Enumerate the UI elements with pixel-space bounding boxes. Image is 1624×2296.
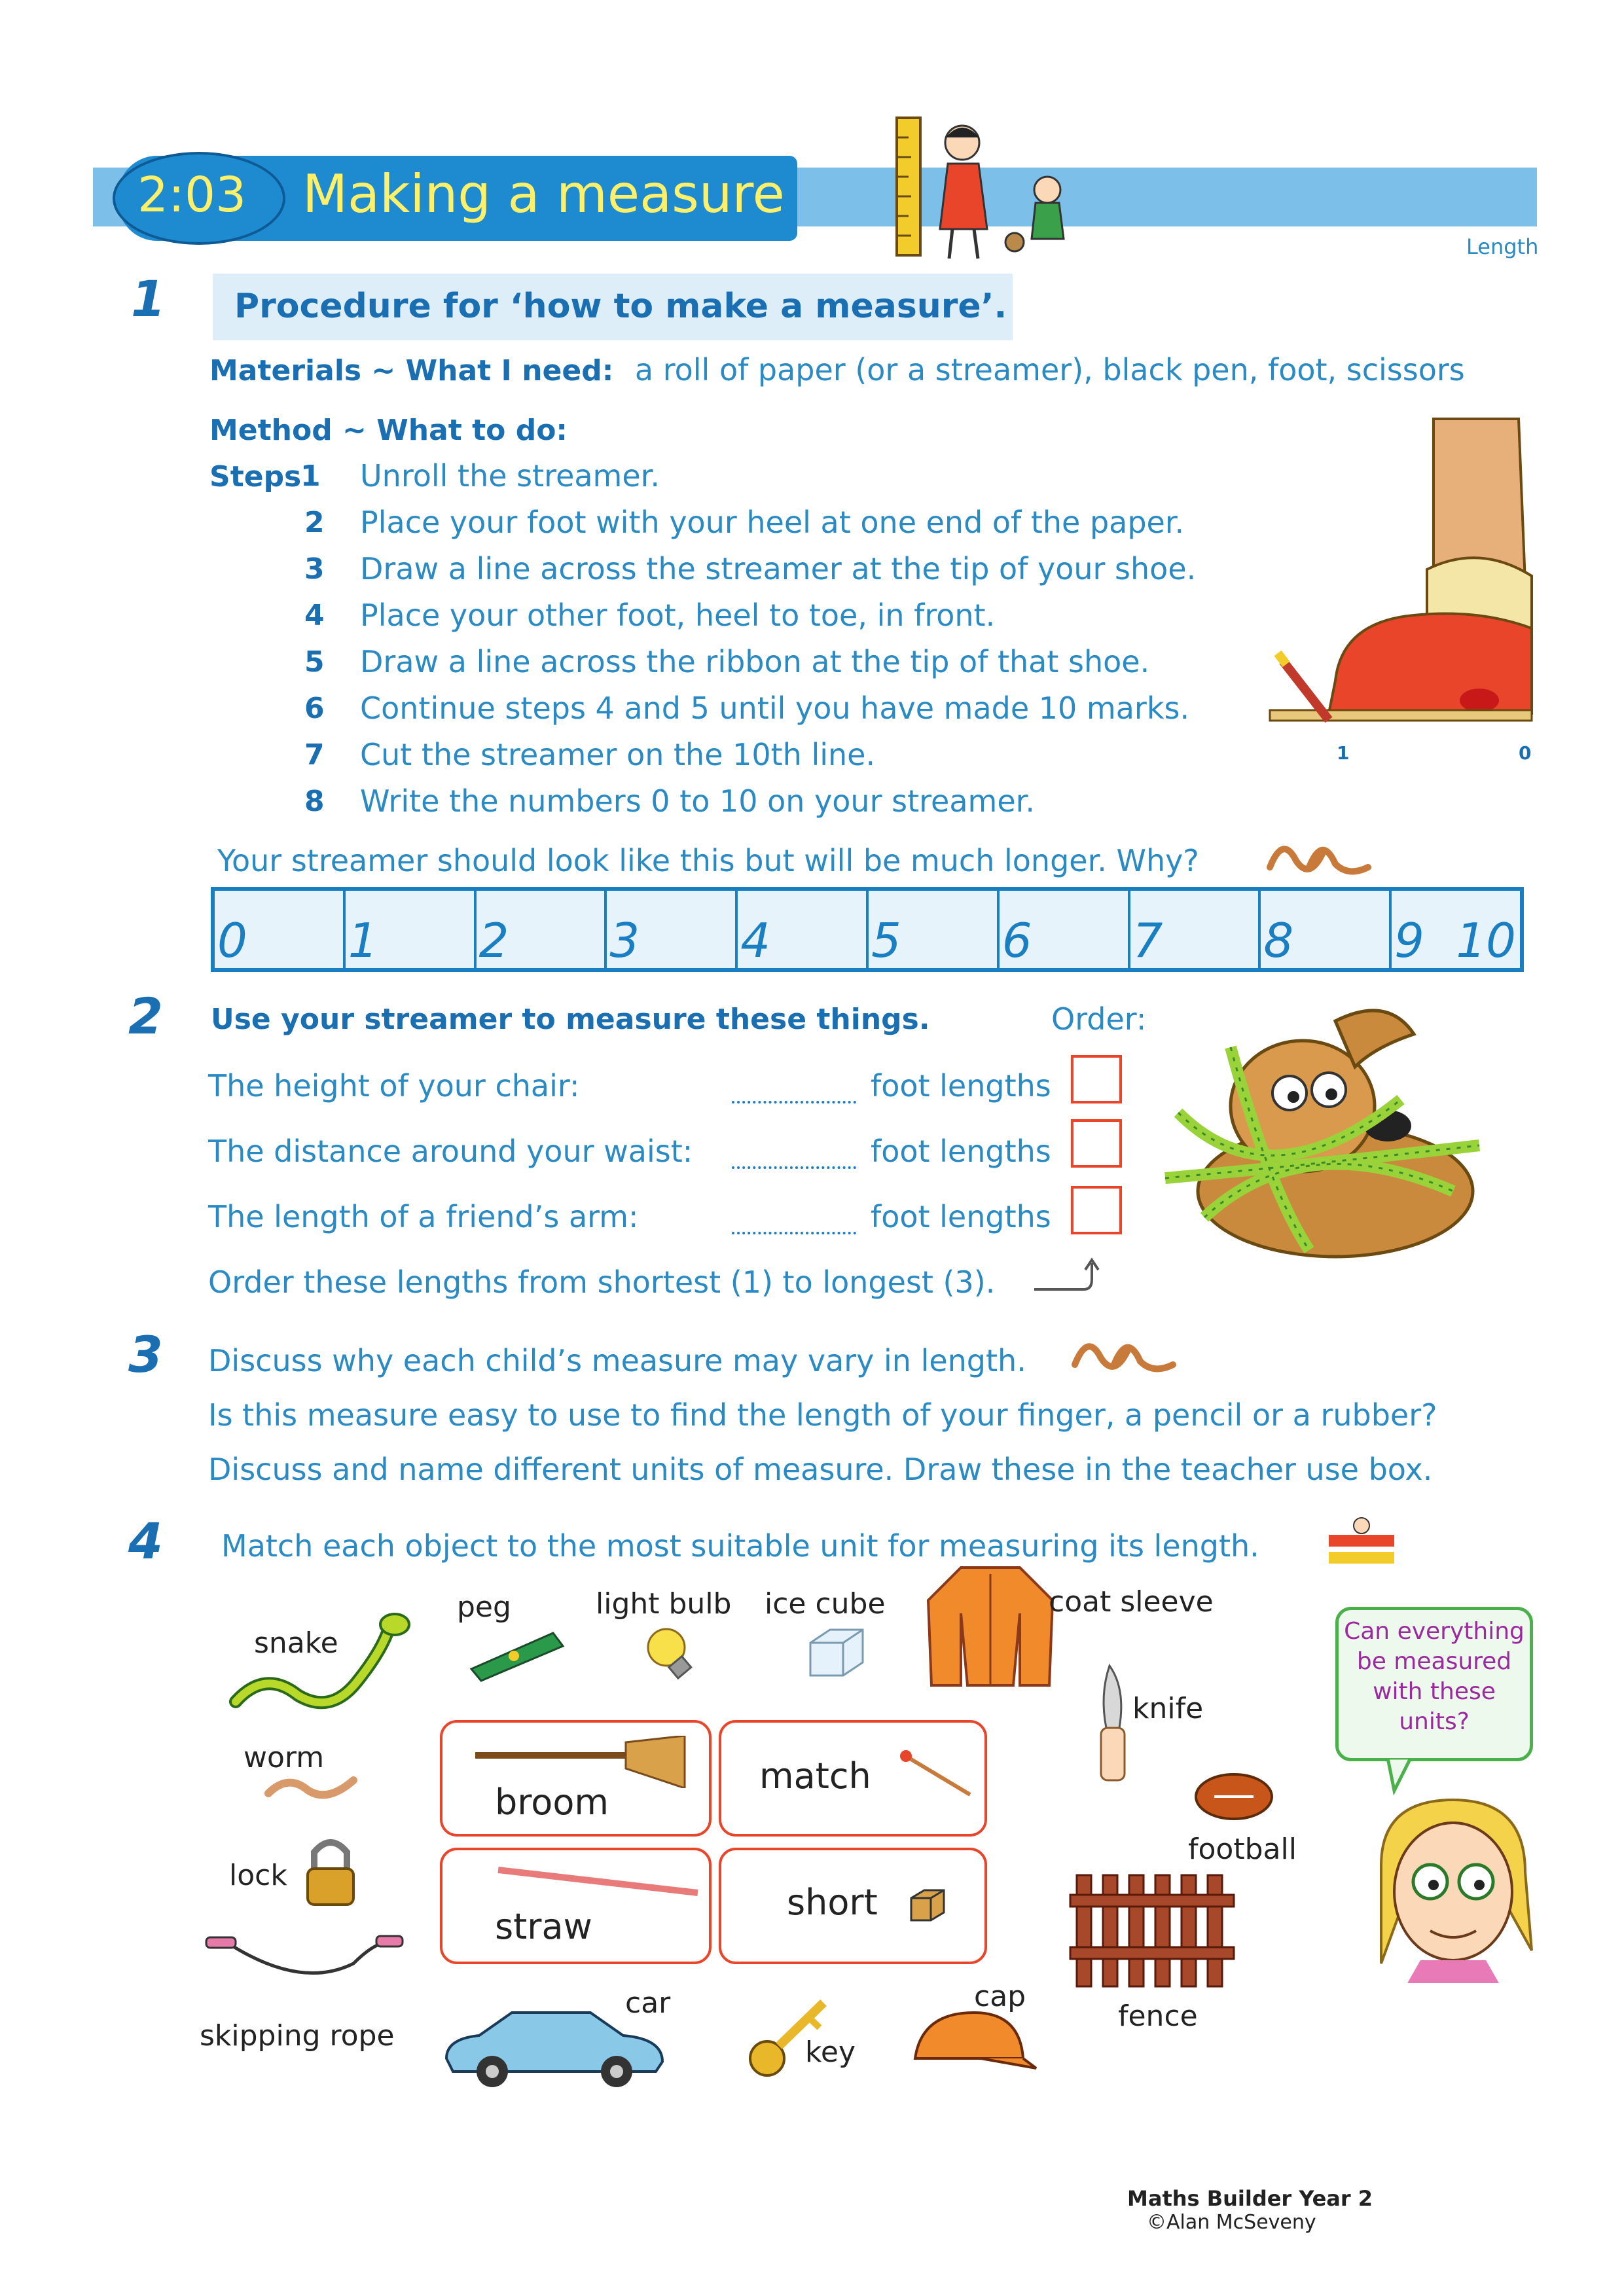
question-number-2: 2 xyxy=(128,987,163,1045)
unit-foot-lengths: foot lengths xyxy=(871,1199,1051,1234)
object-label-key: key xyxy=(805,2036,856,2069)
foot-mark-1: 1 xyxy=(1337,742,1350,764)
answer-blank[interactable] xyxy=(732,1166,856,1169)
object-label-light-bulb: light bulb xyxy=(596,1587,732,1621)
fence-icon[interactable] xyxy=(1067,1862,1244,1993)
measure-item-label: The height of your chair: xyxy=(208,1068,580,1103)
object-label-fence: fence xyxy=(1118,2000,1198,2033)
unit-label: short xyxy=(787,1882,878,1923)
answer-blank[interactable] xyxy=(732,1232,856,1234)
materials-label: Materials ~ What I need: xyxy=(209,354,614,387)
streamer-number: 6 xyxy=(1001,913,1032,968)
steps-label: Steps xyxy=(209,460,302,493)
step-number: 8 xyxy=(304,785,325,818)
ruler-children-illustration xyxy=(884,111,1100,268)
q4-instruction: Match each object to the most suitable unit for measuring its length. xyxy=(221,1528,1259,1564)
step-number: 2 xyxy=(304,506,325,539)
football-icon[interactable] xyxy=(1191,1767,1276,1826)
streamer-number: 8 xyxy=(1263,913,1294,968)
order-box[interactable] xyxy=(1071,1119,1122,1168)
streamer-segment xyxy=(1130,891,1261,968)
streamer-segment xyxy=(215,891,346,968)
step-number: 1 xyxy=(300,459,321,493)
step-text: Draw a line across the streamer at the tip of your shoe. xyxy=(360,551,1197,586)
q2-heading: Use your streamer to measure these things. xyxy=(211,1003,930,1036)
straw-icon xyxy=(495,1863,704,1903)
discussion-line-2: Is this measure easy to use to find the length of your finger, a pencil or a rubber? xyxy=(208,1397,1437,1433)
speech-bubble-tail xyxy=(1381,1758,1420,1797)
object-label-coat-sleeve: coat sleeve xyxy=(1049,1585,1214,1619)
worms-icon xyxy=(1062,1325,1180,1378)
object-label-lock: lock xyxy=(229,1859,287,1892)
broom-icon xyxy=(475,1736,691,1788)
unit-box-match[interactable] xyxy=(719,1720,987,1837)
streamer-ruler xyxy=(211,887,1524,972)
step-number: 4 xyxy=(304,599,325,632)
streamer-number: 10 xyxy=(1456,913,1516,968)
footer-book-title: Maths Builder Year 2 xyxy=(1127,2186,1373,2211)
unit-box-short[interactable] xyxy=(719,1848,987,1964)
method-label: Method ~ What to do: xyxy=(209,414,568,447)
snake-icon[interactable] xyxy=(226,1610,429,1715)
streamer-prompt: Your streamer should look like this but will be much longer. Why? xyxy=(217,843,1199,878)
measure-item-label: The length of a friend’s arm: xyxy=(208,1199,639,1234)
step-number: 3 xyxy=(304,552,325,586)
step-text: Place your foot with your heel at one end of the paper. xyxy=(360,505,1185,540)
step-number: 7 xyxy=(304,738,325,772)
streamer-segment xyxy=(1261,891,1392,968)
streamer-number: 7 xyxy=(1132,913,1163,968)
object-label-football: football xyxy=(1188,1833,1297,1866)
dog-tangled-in-tape-illustration xyxy=(1139,995,1506,1270)
streamer-segment xyxy=(346,891,477,968)
match-icon xyxy=(898,1749,977,1801)
unit-foot-lengths: foot lengths xyxy=(871,1068,1051,1103)
step-text: Cut the streamer on the 10th line. xyxy=(360,737,876,772)
signpost-icon xyxy=(1322,1515,1401,1574)
streamer-segment xyxy=(738,891,869,968)
materials-line xyxy=(209,352,1465,387)
measure-item-label: The distance around your waist: xyxy=(208,1134,693,1169)
object-label-snake: snake xyxy=(254,1626,338,1660)
streamer-segment xyxy=(1392,891,1520,968)
step-text: Write the numbers 0 to 10 on your streamer. xyxy=(360,783,1035,819)
step-text: Place your other foot, heel to toe, in front. xyxy=(360,598,996,633)
cube-icon xyxy=(905,1886,950,1926)
order-instruction: Order these lengths from shortest (1) to longest (3). xyxy=(208,1265,996,1300)
object-label-skipping-rope: skipping rope xyxy=(200,2019,395,2053)
step-text: Unroll the streamer. xyxy=(360,458,660,493)
coat-icon[interactable] xyxy=(922,1561,1059,1692)
materials-text: a roll of paper (or a streamer), black pen, foot, scissors xyxy=(634,352,1465,387)
worm-icon[interactable] xyxy=(262,1767,367,1806)
procedure-heading: Procedure for ‘how to make a measure’. xyxy=(234,287,1007,326)
question-number-3: 3 xyxy=(128,1325,163,1384)
question-number-4: 4 xyxy=(128,1512,163,1570)
unit-label: straw xyxy=(495,1906,592,1947)
cap-icon[interactable] xyxy=(902,2006,1039,2078)
order-box[interactable] xyxy=(1071,1055,1122,1103)
streamer-number: 4 xyxy=(740,913,770,968)
streamer-number: 3 xyxy=(609,913,640,968)
worms-icon xyxy=(1257,828,1375,880)
object-label-ice-cube: ice cube xyxy=(765,1587,886,1621)
unit-label: match xyxy=(759,1755,871,1797)
discussion-line-1: Discuss why each child’s measure may vary in length. xyxy=(208,1343,1026,1378)
lock-icon[interactable] xyxy=(298,1833,363,1911)
unit-box-straw[interactable] xyxy=(440,1848,712,1964)
streamer-number: 9 xyxy=(1394,913,1424,968)
skipping-rope-icon[interactable] xyxy=(203,1931,406,2009)
order-label: Order: xyxy=(1051,1001,1147,1037)
streamer-number: 1 xyxy=(348,913,378,968)
question-number-1: 1 xyxy=(131,270,166,328)
streamer-number: 0 xyxy=(217,913,247,968)
object-label-worm: worm xyxy=(244,1741,325,1774)
girl-with-glasses-illustration xyxy=(1368,1793,1538,1983)
answer-blank[interactable] xyxy=(732,1101,856,1103)
page-title: Making a measure xyxy=(302,164,785,224)
peg-icon[interactable] xyxy=(468,1623,566,1682)
foot-mark-0: 0 xyxy=(1519,742,1532,764)
speech-bubble: Can everything be measured with these units? xyxy=(1335,1607,1533,1761)
object-label-knife: knife xyxy=(1132,1692,1204,1725)
streamer-number: 5 xyxy=(871,913,901,968)
streamer-segment xyxy=(1000,891,1130,968)
knife-icon[interactable] xyxy=(1087,1662,1139,1793)
discussion-line-3: Discuss and name different units of measure. Draw these in the teacher use box. xyxy=(208,1452,1433,1487)
step-text: Continue steps 4 and 5 until you have made 10 marks. xyxy=(360,691,1190,726)
footer-copyright: ©Alan McSeveny xyxy=(1147,2211,1316,2234)
streamer-segment xyxy=(607,891,738,968)
streamer-segment xyxy=(477,891,607,968)
order-box[interactable] xyxy=(1071,1186,1122,1234)
streamer-number: 2 xyxy=(478,913,509,968)
step-text: Draw a line across the ribbon at the tip of that shoe. xyxy=(360,644,1150,679)
object-label-peg: peg xyxy=(457,1590,511,1624)
arrow-up-icon xyxy=(1032,1253,1104,1299)
object-label-car: car xyxy=(625,1986,671,2020)
step-number: 5 xyxy=(304,645,325,679)
unit-label: broom xyxy=(495,1782,609,1823)
foot-on-streamer-illustration xyxy=(1257,412,1545,785)
object-label-cap: cap xyxy=(974,1980,1026,2013)
streamer-segment xyxy=(869,891,1000,968)
unit-foot-lengths: foot lengths xyxy=(871,1134,1051,1169)
topic-label: Length xyxy=(1466,234,1539,259)
ice-cube-icon[interactable] xyxy=(804,1623,869,1682)
worksheet-number: 2:03 xyxy=(137,167,247,223)
unit-box-broom[interactable] xyxy=(440,1720,712,1837)
light-bulb-icon[interactable] xyxy=(640,1624,699,1683)
step-number: 6 xyxy=(304,692,325,725)
